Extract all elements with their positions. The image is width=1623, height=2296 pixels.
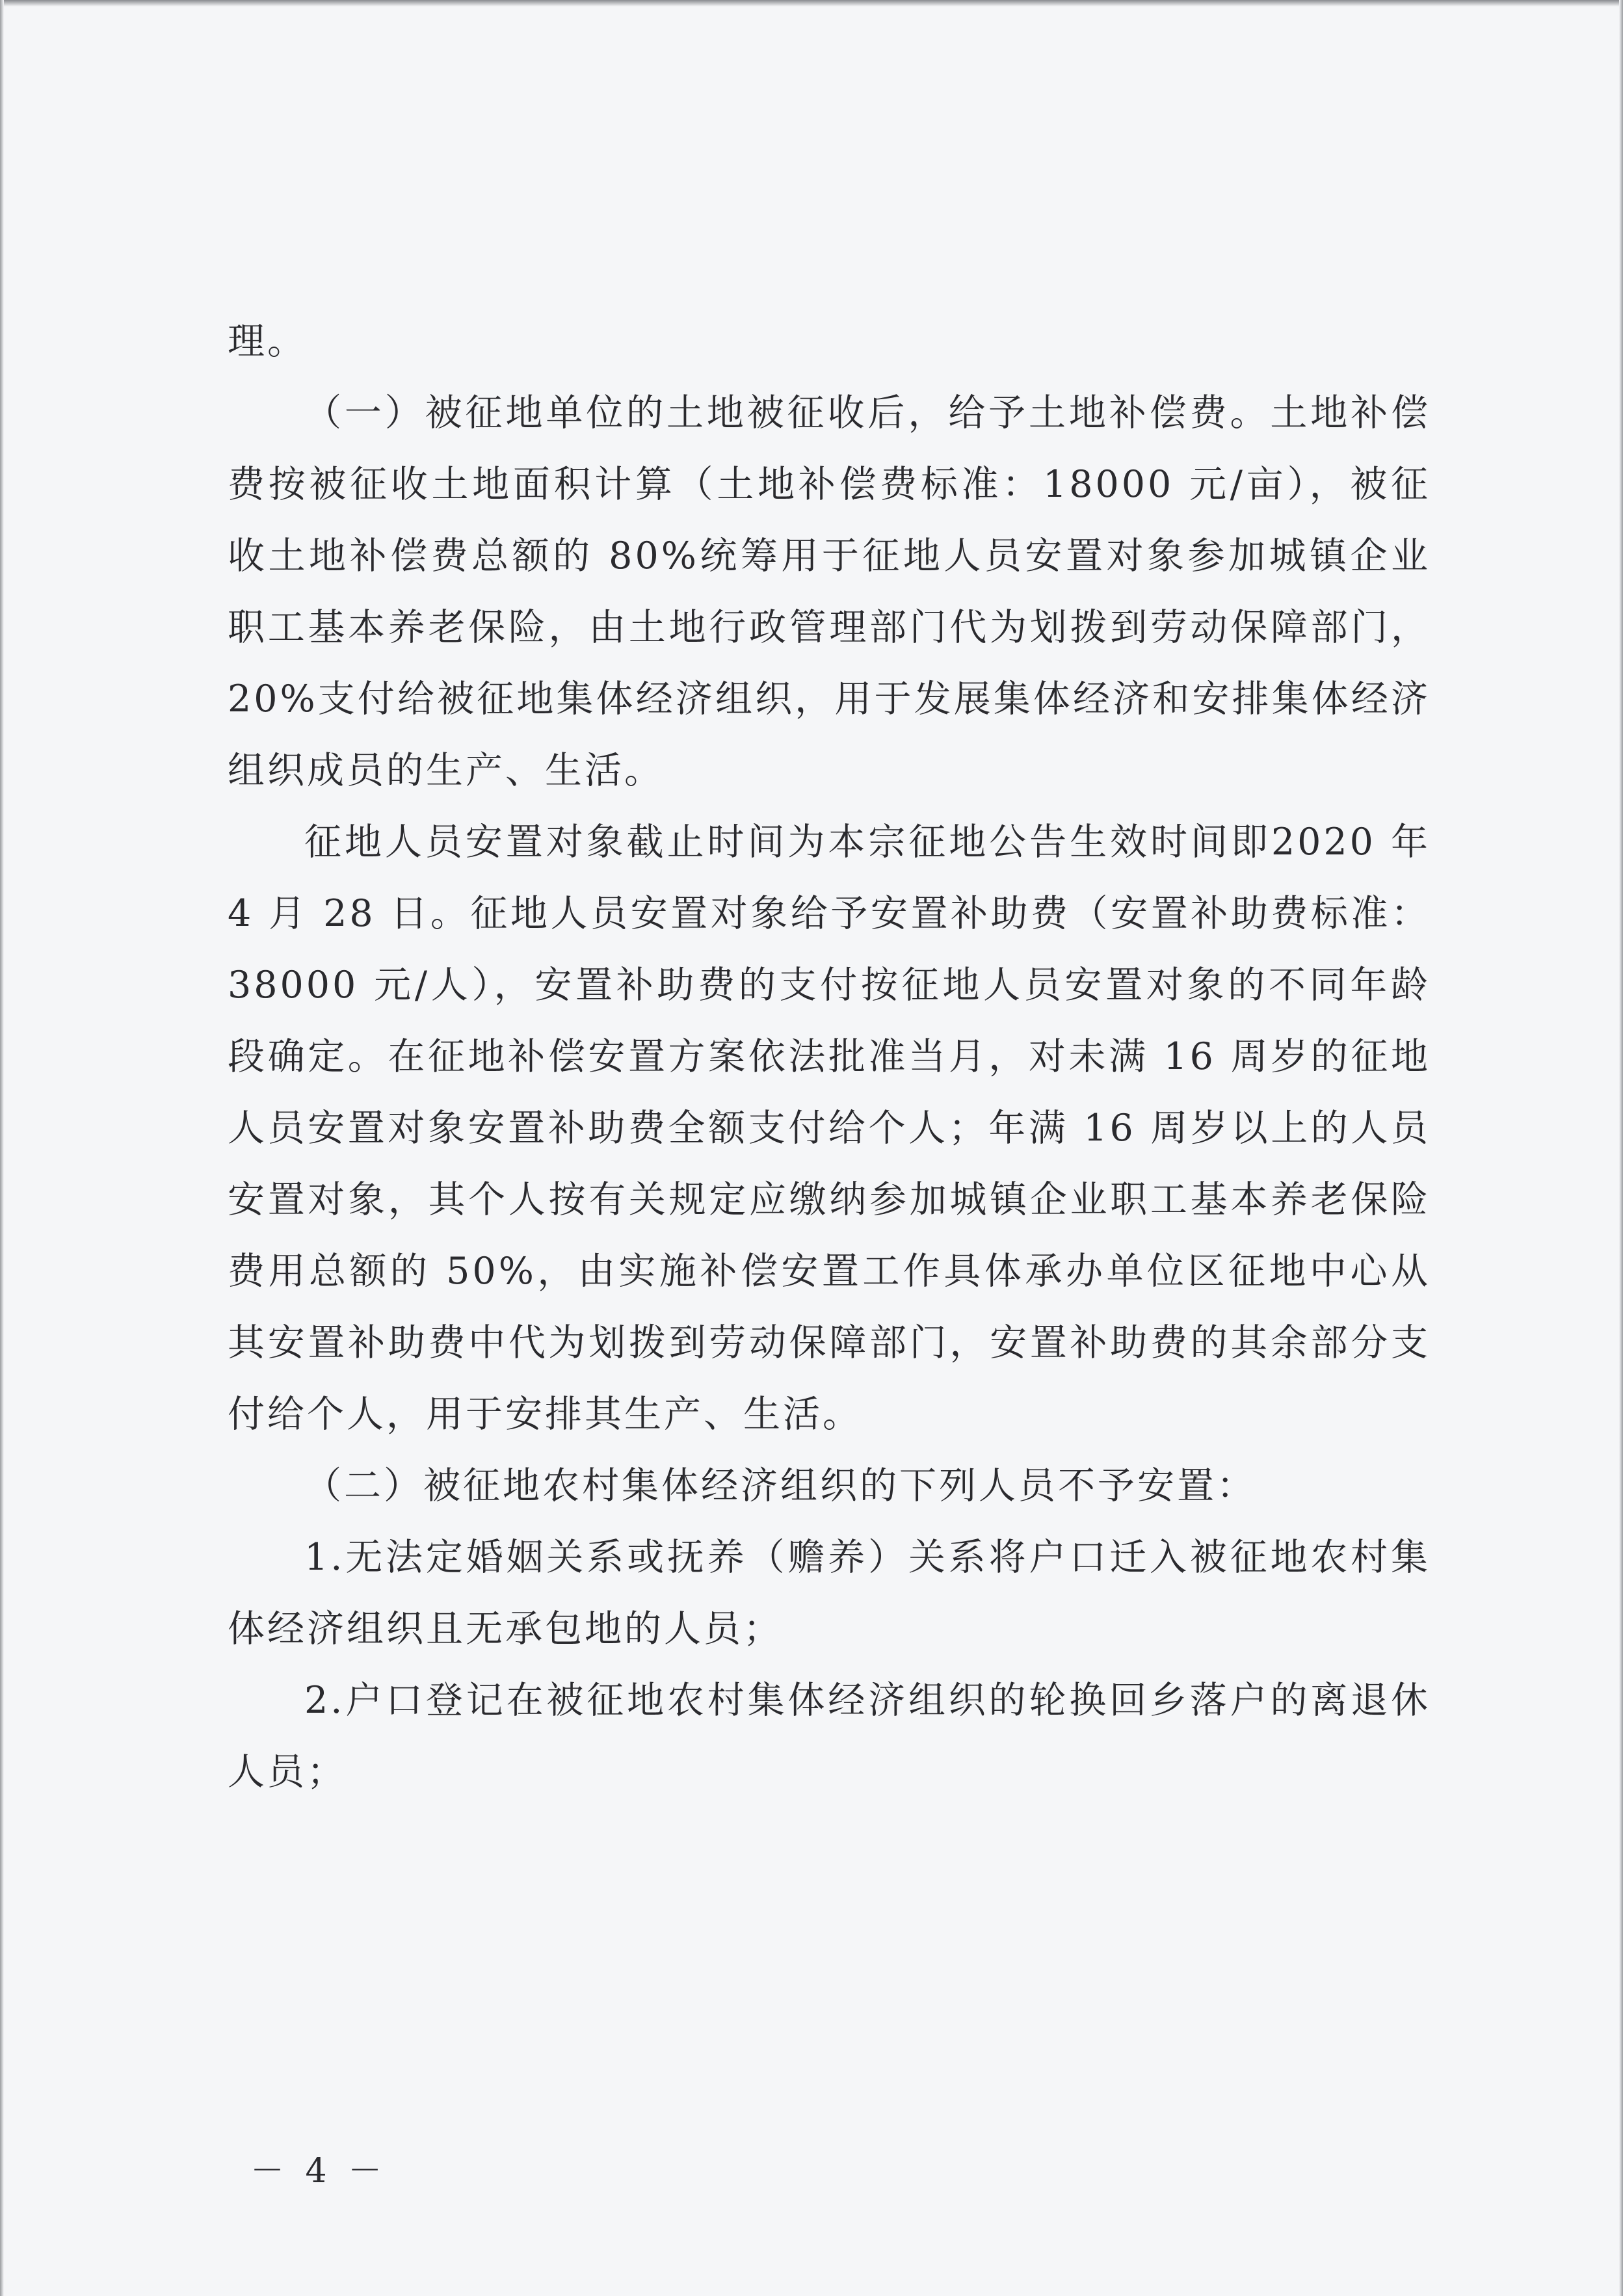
paragraph-land-compensation: （一）被征地单位的土地被征收后，给予土地补偿费。土地补偿费按被征收土地面积计算（土地补偿费标准：18000 元/亩），被征收土地补偿费总额的 80%统筹用于征地人员安置对象参加城镇企业职工基本养老保险，由土地行政管理部门代为划拨到劳动保障部门，20%支付给被征地集体经济组织，用于发展集体经济和安排集体经济组织成员的生产、生活。 xyxy=(228,391,1431,792)
paragraph-exclusion-item-2: 2.户口登记在被征地农村集体经济组织的轮换回乡落户的离退休人员； xyxy=(228,1679,1431,1793)
page-number: － 4 － xyxy=(250,2152,388,2191)
scan-edge-top xyxy=(0,0,1623,7)
paragraph-continuation: 理。 xyxy=(228,320,307,363)
paragraph-exclusion-item-1: 1.无法定婚姻关系或抚养（赡养）关系将户口迁入被征地农村集体经济组织且无承包地的人员； xyxy=(228,1536,1431,1650)
scan-edge-right xyxy=(1619,0,1623,2296)
paragraph-resettlement-subsidy: 征地人员安置对象截止时间为本宗征地公告生效时间即2020 年 4 月 28 日。征地人员安置对象给予安置补助费（安置补助费标准：38000 元/人），安置补助费的支付按征地人员安置对象的不同年龄段确定。在征地补偿安置方案依法批准当月，对未满 16 周岁的征地人员安置对象安置补助费全额支付给个人；年满 16 周岁以上的人员安置对象，其个人按有关规定应缴纳参加城镇企业职工基本养老保险费用总额的 50%，由实施补偿安置工作具体承办单位区征地中心从其安置补助费中代为划拨到劳动保障部门，安置补助费的其余部分支付给个人，用于安排其生产、生活。 xyxy=(228,821,1445,1436)
document-body xyxy=(228,306,1445,1808)
paragraph-exclusions-heading: （二）被征地农村集体经济组织的下列人员不予安置： xyxy=(304,1464,1256,1507)
scan-edge-left xyxy=(0,0,4,2296)
